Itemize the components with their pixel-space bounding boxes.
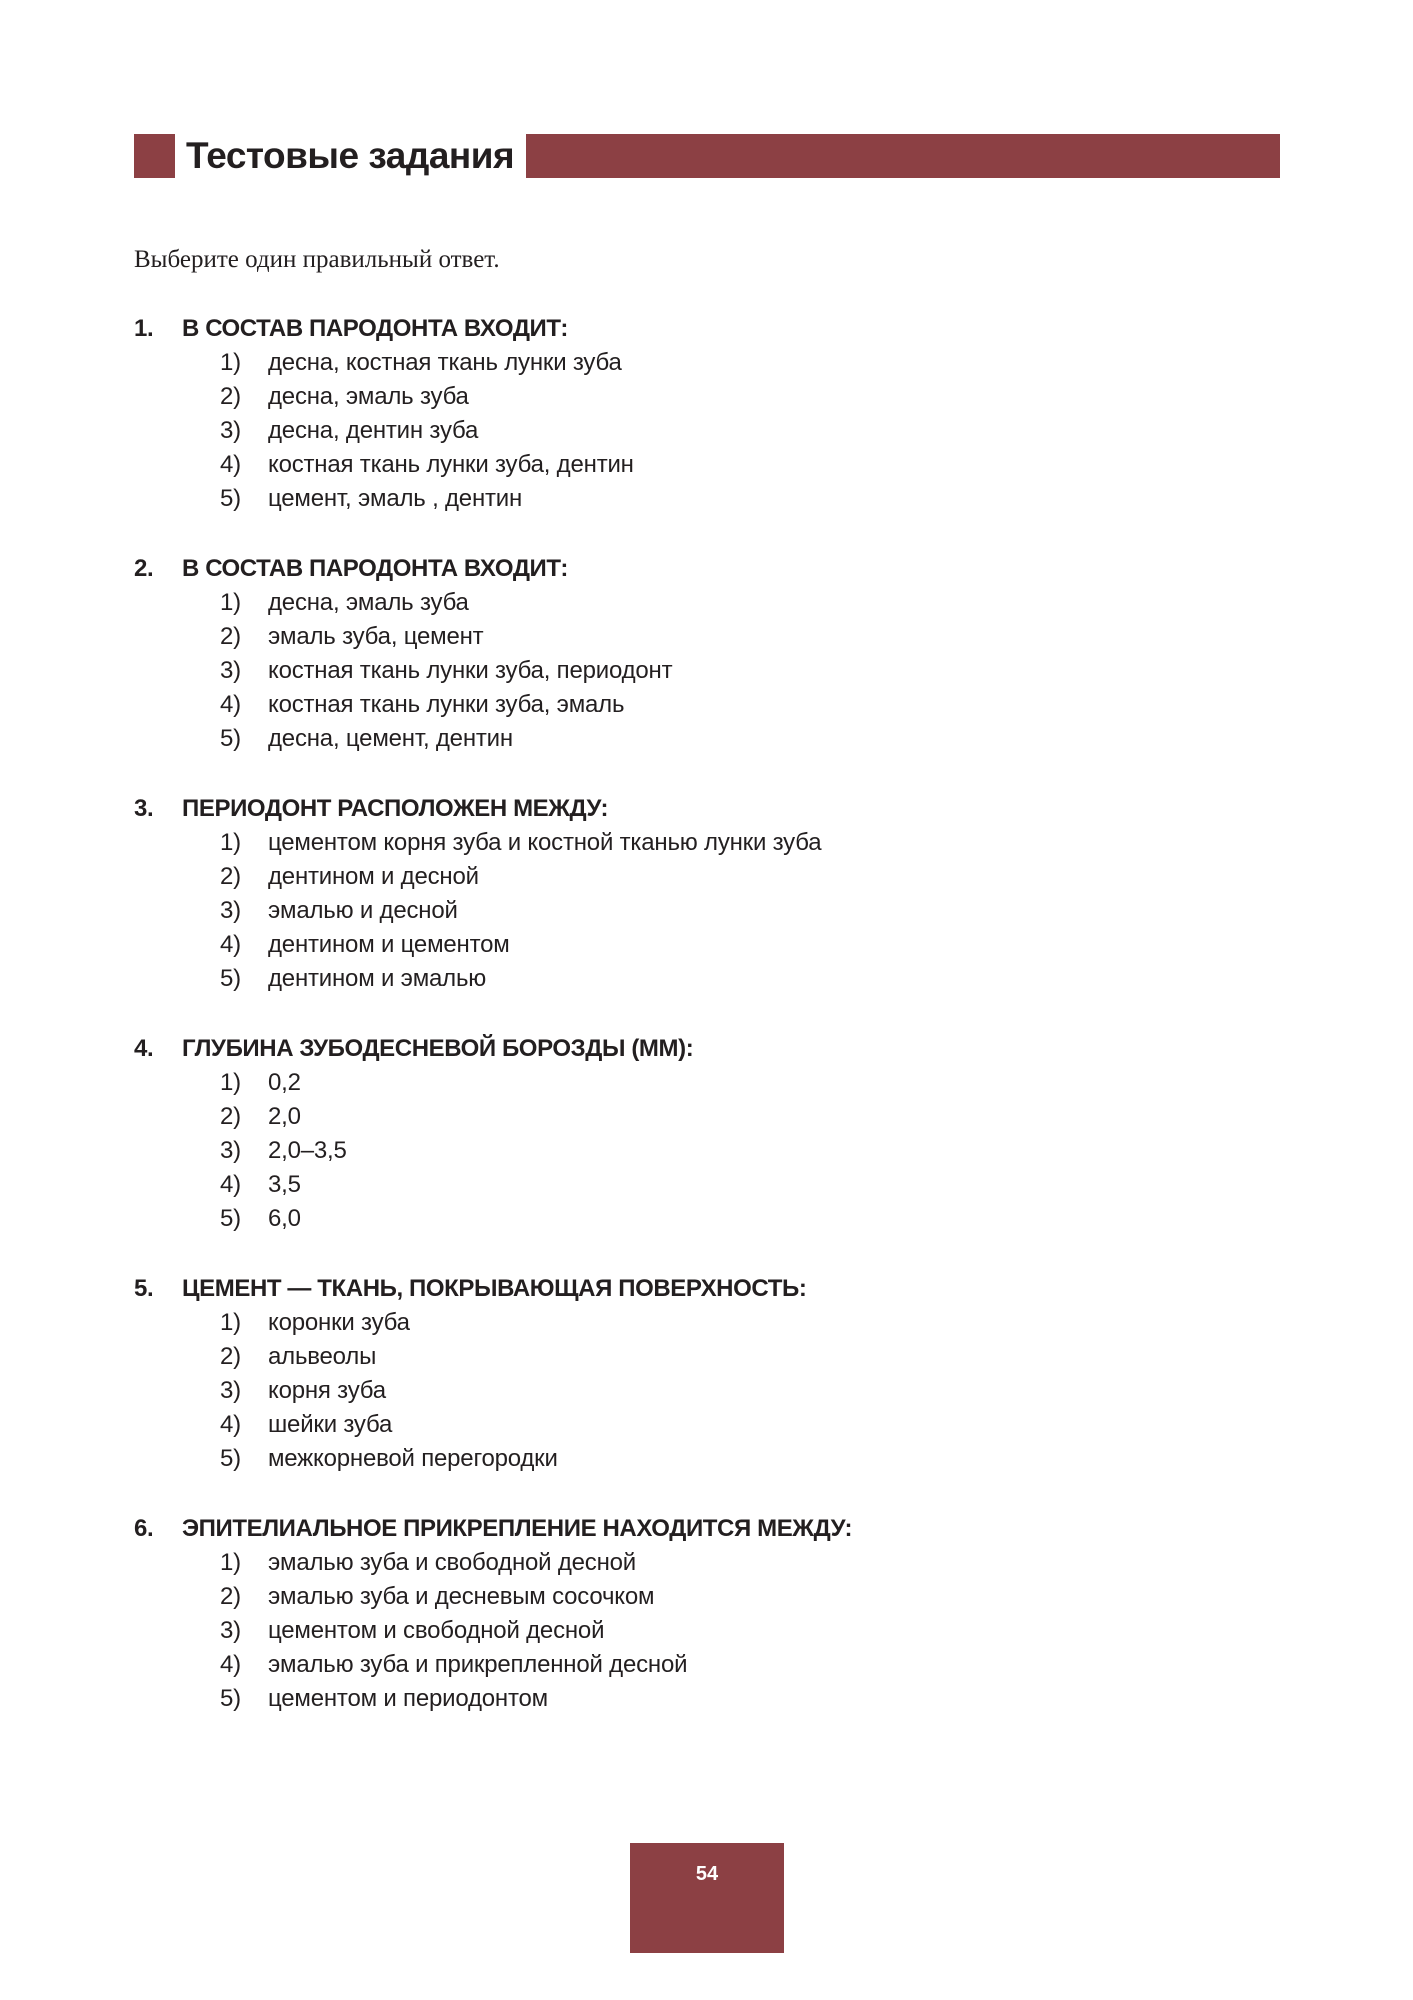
- question-text: ЭПИТЕЛИАЛЬНОЕ ПРИКРЕПЛЕНИЕ НАХОДИТСЯ МЕЖДУ:: [182, 1515, 853, 1542]
- option-text: межкорневой перегородки: [268, 1445, 558, 1472]
- option-text: цемент, эмаль , дентин: [268, 485, 523, 512]
- option-number: 3): [220, 417, 241, 444]
- option-number: 3): [220, 1617, 241, 1644]
- question-number: 5.: [134, 1275, 154, 1302]
- option-text: десна, дентин зуба: [268, 417, 479, 444]
- option-text: эмаль зуба, цемент: [268, 623, 484, 650]
- option-number: 2): [220, 1343, 241, 1370]
- answer-option[interactable]: [134, 688, 1284, 722]
- answer-option[interactable]: [134, 1442, 1284, 1476]
- option-number: 5): [220, 725, 241, 752]
- option-number: 2): [220, 863, 241, 890]
- option-text: эмалью и десной: [268, 897, 458, 924]
- answer-option[interactable]: [134, 1134, 1284, 1168]
- option-number: 3): [220, 1137, 241, 1164]
- header-accent-bar: [526, 134, 1280, 178]
- option-number: 4): [220, 931, 241, 958]
- option-number: 5): [220, 965, 241, 992]
- answer-option[interactable]: [134, 826, 1284, 860]
- option-number: 2): [220, 1103, 241, 1130]
- option-text: эмалью зуба и десневым сосочком: [268, 1583, 655, 1610]
- option-text: цементом корня зуба и костной тканью лунки зуба: [268, 829, 822, 856]
- question-text: ЦЕМЕНТ — ТКАНЬ, ПОКРЫВАЮЩАЯ ПОВЕРХНОСТЬ:: [182, 1275, 807, 1302]
- option-number: 5): [220, 1445, 241, 1472]
- option-number: 3): [220, 657, 241, 684]
- section-header: [134, 134, 1280, 178]
- option-text: костная ткань лунки зуба, эмаль: [268, 691, 625, 718]
- question-header: [134, 792, 1284, 826]
- question-number: 2.: [134, 555, 154, 582]
- option-text: цементом и свободной десной: [268, 1617, 605, 1644]
- answer-option[interactable]: [134, 482, 1284, 516]
- question-number: 3.: [134, 795, 154, 822]
- option-text: десна, эмаль зуба: [268, 589, 469, 616]
- question-header: [134, 552, 1284, 586]
- questions-list: [134, 312, 1284, 1752]
- option-number: 4): [220, 1651, 241, 1678]
- option-number: 1): [220, 1549, 241, 1576]
- question-5: [134, 1272, 1284, 1512]
- question-number: 6.: [134, 1515, 154, 1542]
- option-text: десна, костная ткань лунки зуба: [268, 349, 622, 376]
- option-number: 4): [220, 691, 241, 718]
- question-header: [134, 1032, 1284, 1066]
- answer-option[interactable]: [134, 1614, 1284, 1648]
- answer-option[interactable]: [134, 1168, 1284, 1202]
- option-number: 4): [220, 1171, 241, 1198]
- question-header: [134, 312, 1284, 346]
- answer-option[interactable]: [134, 1580, 1284, 1614]
- answer-option[interactable]: [134, 722, 1284, 756]
- question-text: ПЕРИОДОНТ РАСПОЛОЖЕН МЕЖДУ:: [182, 795, 609, 822]
- option-text: цементом и периодонтом: [268, 1685, 548, 1712]
- answer-option[interactable]: [134, 620, 1284, 654]
- option-number: 1): [220, 829, 241, 856]
- answer-option[interactable]: [134, 1408, 1284, 1442]
- option-text: шейки зуба: [268, 1411, 393, 1438]
- answer-option[interactable]: [134, 654, 1284, 688]
- option-number: 2): [220, 383, 241, 410]
- answer-option[interactable]: [134, 1306, 1284, 1340]
- answer-option[interactable]: [134, 860, 1284, 894]
- answer-option[interactable]: [134, 1340, 1284, 1374]
- question-text: В СОСТАВ ПАРОДОНТА ВХОДИТ:: [182, 315, 568, 342]
- option-text: десна, эмаль зуба: [268, 383, 469, 410]
- option-number: 5): [220, 485, 241, 512]
- answer-option[interactable]: [134, 894, 1284, 928]
- option-number: 1): [220, 589, 241, 616]
- question-1: [134, 312, 1284, 552]
- question-text: ГЛУБИНА ЗУБОДЕСНЕВОЙ БОРОЗДЫ (ММ):: [182, 1035, 694, 1062]
- answer-option[interactable]: [134, 448, 1284, 482]
- option-number: 4): [220, 451, 241, 478]
- section-title: Тестовые задания: [180, 130, 528, 182]
- option-number: 3): [220, 897, 241, 924]
- option-text: 0,2: [268, 1069, 301, 1096]
- option-text: дентином и десной: [268, 863, 479, 890]
- option-text: альвеолы: [268, 1343, 377, 1370]
- answer-option[interactable]: [134, 586, 1284, 620]
- option-text: 6,0: [268, 1205, 301, 1232]
- option-text: 2,0–3,5: [268, 1137, 347, 1164]
- instruction-text: Выберите один правильный ответ.: [134, 246, 500, 273]
- page-number-box: [630, 1843, 784, 1953]
- header-accent-block: [134, 134, 175, 178]
- option-number: 1): [220, 349, 241, 376]
- option-number: 4): [220, 1411, 241, 1438]
- option-number: 5): [220, 1205, 241, 1232]
- answer-option[interactable]: [134, 1066, 1284, 1100]
- answer-option[interactable]: [134, 1202, 1284, 1236]
- option-text: 2,0: [268, 1103, 301, 1130]
- question-text: В СОСТАВ ПАРОДОНТА ВХОДИТ:: [182, 555, 568, 582]
- option-number: 1): [220, 1069, 241, 1096]
- answer-option[interactable]: [134, 962, 1284, 996]
- page-number: 54: [695, 1863, 719, 1885]
- question-header: [134, 1272, 1284, 1306]
- option-text: коронки зуба: [268, 1309, 410, 1336]
- question-2: [134, 552, 1284, 792]
- answer-option[interactable]: [134, 1682, 1284, 1716]
- answer-option[interactable]: [134, 928, 1284, 962]
- option-text: 3,5: [268, 1171, 301, 1198]
- option-text: костная ткань лунки зуба, периодонт: [268, 657, 673, 684]
- answer-option[interactable]: [134, 346, 1284, 380]
- question-4: [134, 1032, 1284, 1272]
- option-number: 5): [220, 1685, 241, 1712]
- option-number: 3): [220, 1377, 241, 1404]
- option-number: 2): [220, 1583, 241, 1610]
- question-header: [134, 1512, 1284, 1546]
- answer-option[interactable]: [134, 1546, 1284, 1580]
- option-number: 2): [220, 623, 241, 650]
- option-text: дентином и эмалью: [268, 965, 487, 992]
- answer-option[interactable]: [134, 1100, 1284, 1134]
- answer-option[interactable]: [134, 1648, 1284, 1682]
- option-text: костная ткань лунки зуба, дентин: [268, 451, 634, 478]
- question-6: [134, 1512, 1284, 1752]
- question-number: 1.: [134, 315, 154, 342]
- option-text: эмалью зуба и прикрепленной десной: [268, 1651, 688, 1678]
- option-text: десна, цемент, дентин: [268, 725, 513, 752]
- question-3: [134, 792, 1284, 1032]
- option-text: дентином и цементом: [268, 931, 510, 958]
- answer-option[interactable]: [134, 1374, 1284, 1408]
- answer-option[interactable]: [134, 380, 1284, 414]
- option-text: эмалью зуба и свободной десной: [268, 1549, 636, 1576]
- question-number: 4.: [134, 1035, 154, 1062]
- option-text: корня зуба: [268, 1377, 386, 1404]
- option-number: 1): [220, 1309, 241, 1336]
- answer-option[interactable]: [134, 414, 1284, 448]
